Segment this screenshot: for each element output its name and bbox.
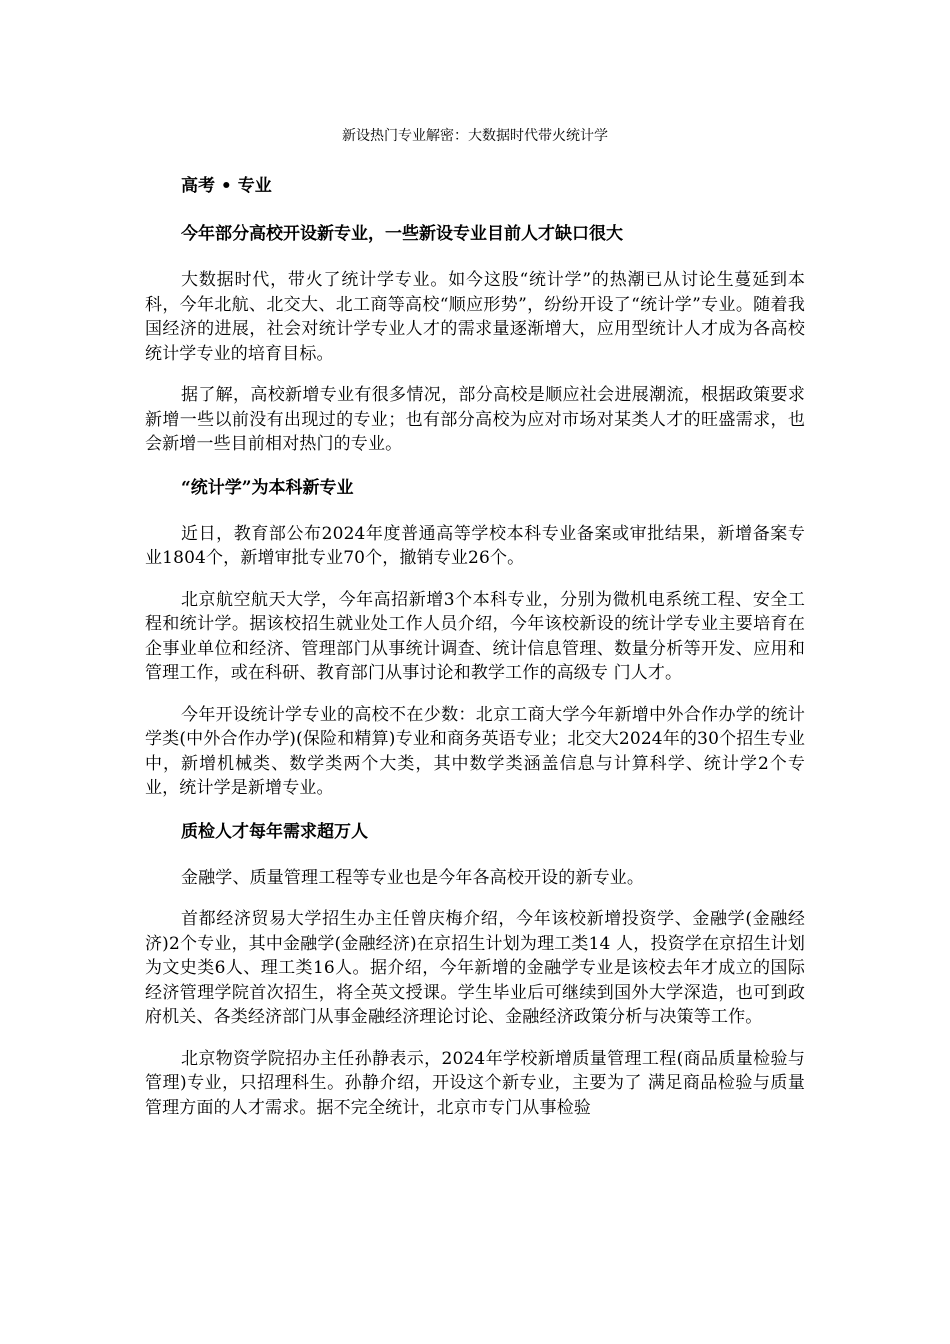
paragraph-new-majors-reasons: 据了解，高校新增专业有很多情况，部分高校是顺应社会进展潮流，根据政策要求新增一些以前没有出现过的专业；也有部分高校为应对市场对某类人才的旺盛需求，也会新增一些目前相对热门的专业。	[145, 385, 805, 454]
section-heading-gaokao: 高考 • 专业	[181, 176, 272, 196]
section-heading-quality-inspection: 质检人才每年需求超万人	[181, 821, 368, 842]
document-title: 新设热门专业解密：大数据时代带火统计学	[342, 128, 608, 144]
paragraph-finance-quality: 金融学、质量管理工程等专业也是今年各高校开设的新专业。	[181, 867, 645, 888]
document-body	[145, 172, 805, 1120]
paragraph-other-universities: 今年开设统计学专业的高校不在少数：北京工商大学今年新增中外合作办学的统计学类(中外合作办学)(保险和精算)专业和商务英语专业；北交大2024年的30个招生专业中，新增机械类、数学类两个大类，其中数学类涵盖信息与计算科学、统计学2个专业，统计学是新增专业。	[145, 704, 805, 798]
paragraph-big-data-intro: 大数据时代，带火了统计学专业。如今这股“统计学”的热潮已从讨论生蔓延到本科，今年北航、北交大、北工商等高校“顺应形势”，纷纷开设了“统计学”专业。随着我国经济的进展，社会对统计学专业人才的需求量逐渐增大，应用型统计人才成为各高校统计学专业的培育目标。	[145, 270, 805, 364]
paragraph-cueb: 首都经济贸易大学招生办主任曾庆梅介绍，今年该校新增投资学、金融学(金融经济)2个专业，其中金融学(金融经济)在京招生计划为理工类14 人，投资学在京招生计划为文史类6人、理工类16人。据介绍，今年新增的金融学专业是该校去年才成立的国际经济管理学院首次招生，将全英文授课。学生毕业后可继续到国外大学深造，也可到政府机关、各类经济部门从事金融经济理论讨论、金融经济政策分析与决策等工作。	[145, 909, 805, 1027]
paragraph-beihang: 北京航空航天大学，今年高招新增3个本科专业，分别为微机电系统工程、安全工程和统计学。据该校招生就业处工作人员介绍，今年该校新设的统计学专业主要培育在企事业单位和经济、管理部门从事统计调查、统计信息管理、数量分析等开发、应用和管理工作，或在科研、教育部门从事讨论和教学工作的高级专 门人才。	[145, 589, 805, 683]
section-heading-statistics: “统计学”为本科新专业	[181, 477, 354, 498]
paragraph-bwu: 北京物资学院招办主任孙静表示，2024年学校新增质量管理工程(商品质量检验与管理)专业，只招理科生。孙静介绍，开设这个新专业，主要为了 满足商品检验与质量管理方面的人才需求。据不完全统计，北京市专门从事检验	[145, 1048, 805, 1118]
paragraph-ministry-results: 近日，教育部公布2024年度普通高等学校本科专业备案或审批结果，新增备案专业1804个，新增审批专业70个，撤销专业26个。	[145, 523, 805, 568]
article-subtitle: 今年部分高校开设新专业，一些新设专业目前人才缺口很大	[181, 224, 623, 244]
